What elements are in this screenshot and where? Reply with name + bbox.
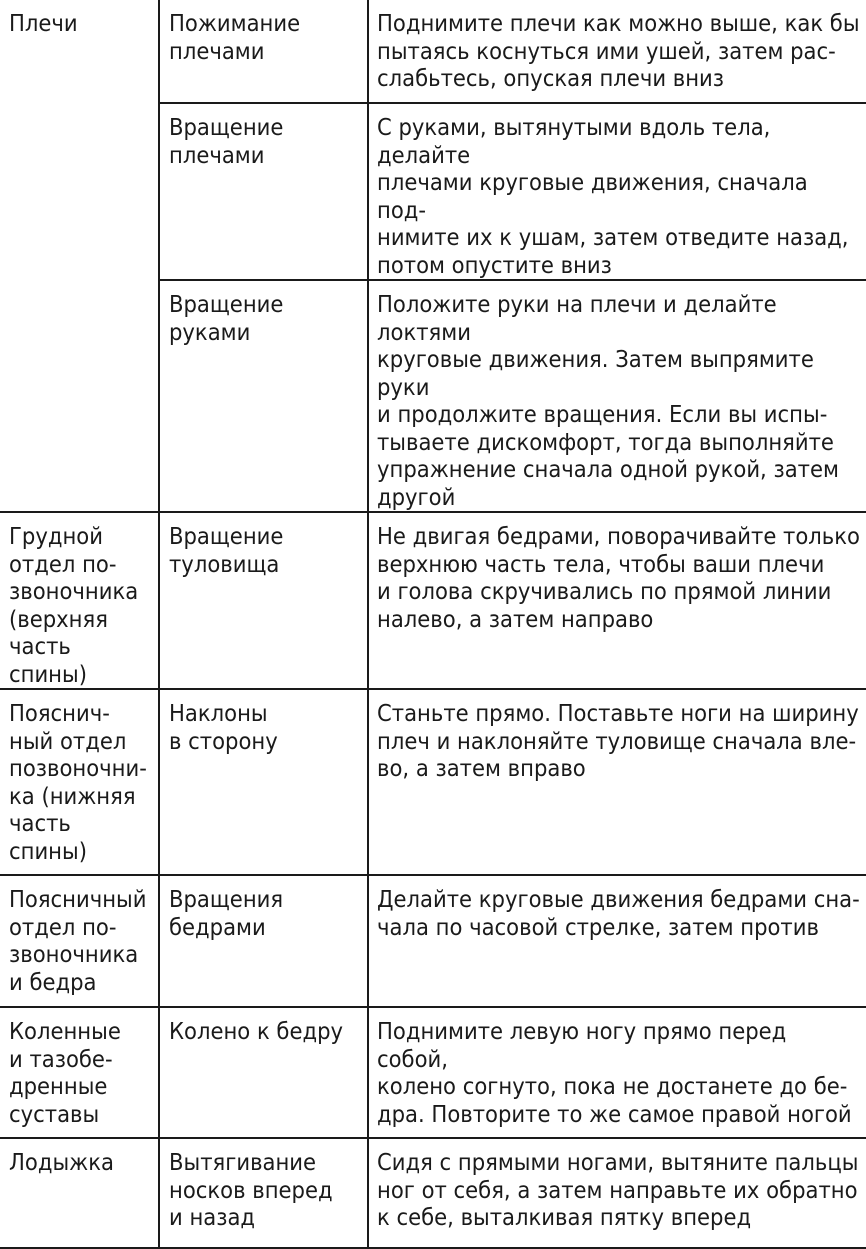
exercise-name-cell: Наклоны в сторону bbox=[159, 689, 368, 875]
body-area-cell: Поясничный отдел по- звоночника и бедра bbox=[0, 875, 159, 1007]
exercise-name-cell: Вытягивание носков вперед и назад bbox=[159, 1138, 368, 1248]
exercise-description-cell: Станьте прямо. Поставьте ноги на ширину плеч и наклоняйте туловище сначала вле- во, а затем вправо bbox=[368, 689, 866, 875]
exercise-name-cell: Пожимание плечами bbox=[159, 0, 368, 103]
body-area-cell: Лодыжка bbox=[0, 1138, 159, 1248]
exercise-name-cell: Вращение руками bbox=[159, 280, 368, 512]
exercise-description-cell: Положите руки на плечи и делайте локтями круговые движения. Затем выпрямите руки и продолжите вращения. Если вы испы- тываете дискомфорт, тогда выполняйте упражнение сначала одной рукой, затем другой bbox=[368, 280, 866, 512]
exercise-description-cell: С руками, вытянутыми вдоль тела, делайте плечами круговые движения, сначала под- нимите их к ушам, затем отведите назад, потом опустите вниз bbox=[368, 103, 866, 280]
exercise-name-cell: Вращение туловища bbox=[159, 512, 368, 689]
body-area-cell: Плечи bbox=[0, 0, 159, 512]
table-row bbox=[0, 875, 866, 1007]
body-area-cell: Грудной отдел по- звоночника (верхняя часть спины) bbox=[0, 512, 159, 689]
table-row bbox=[0, 0, 866, 103]
table-row bbox=[0, 1007, 866, 1138]
exercise-description-cell: Поднимите плечи как можно выше, как бы пытаясь коснуться ими ушей, затем рас- слабьтесь, опуская плечи вниз bbox=[368, 0, 866, 103]
exercise-description-cell: Сидя с прямыми ногами, вытяните пальцы ног от себя, а затем направьте их обратно к себе, выталкивая пятку вперед bbox=[368, 1138, 866, 1248]
exercise-description-cell: Поднимите левую ногу прямо перед собой, колено согнуто, пока не достанете до бе- дра. Повторите то же самое правой ногой bbox=[368, 1007, 866, 1138]
exercise-description-cell: Не двигая бедрами, поворачивайте только верхнюю часть тела, чтобы ваши плечи и голова скручивались по прямой линии налево, а затем направо bbox=[368, 512, 866, 689]
table-row bbox=[0, 512, 866, 689]
exercise-name-cell: Вращение плечами bbox=[159, 103, 368, 280]
exercise-description-cell: Делайте круговые движения бедрами сна- чала по часовой стрелке, затем против bbox=[368, 875, 866, 1007]
table-row bbox=[0, 1138, 866, 1248]
body-area-cell: Пояснич- ный отдел позвоночни- ка (нижняя часть спины) bbox=[0, 689, 159, 875]
exercise-name-cell: Колено к бедру bbox=[159, 1007, 368, 1138]
exercise-name-cell: Вращения бедрами bbox=[159, 875, 368, 1007]
table-row bbox=[0, 689, 866, 875]
body-area-cell: Коленные и тазобе- дренные суставы bbox=[0, 1007, 159, 1138]
